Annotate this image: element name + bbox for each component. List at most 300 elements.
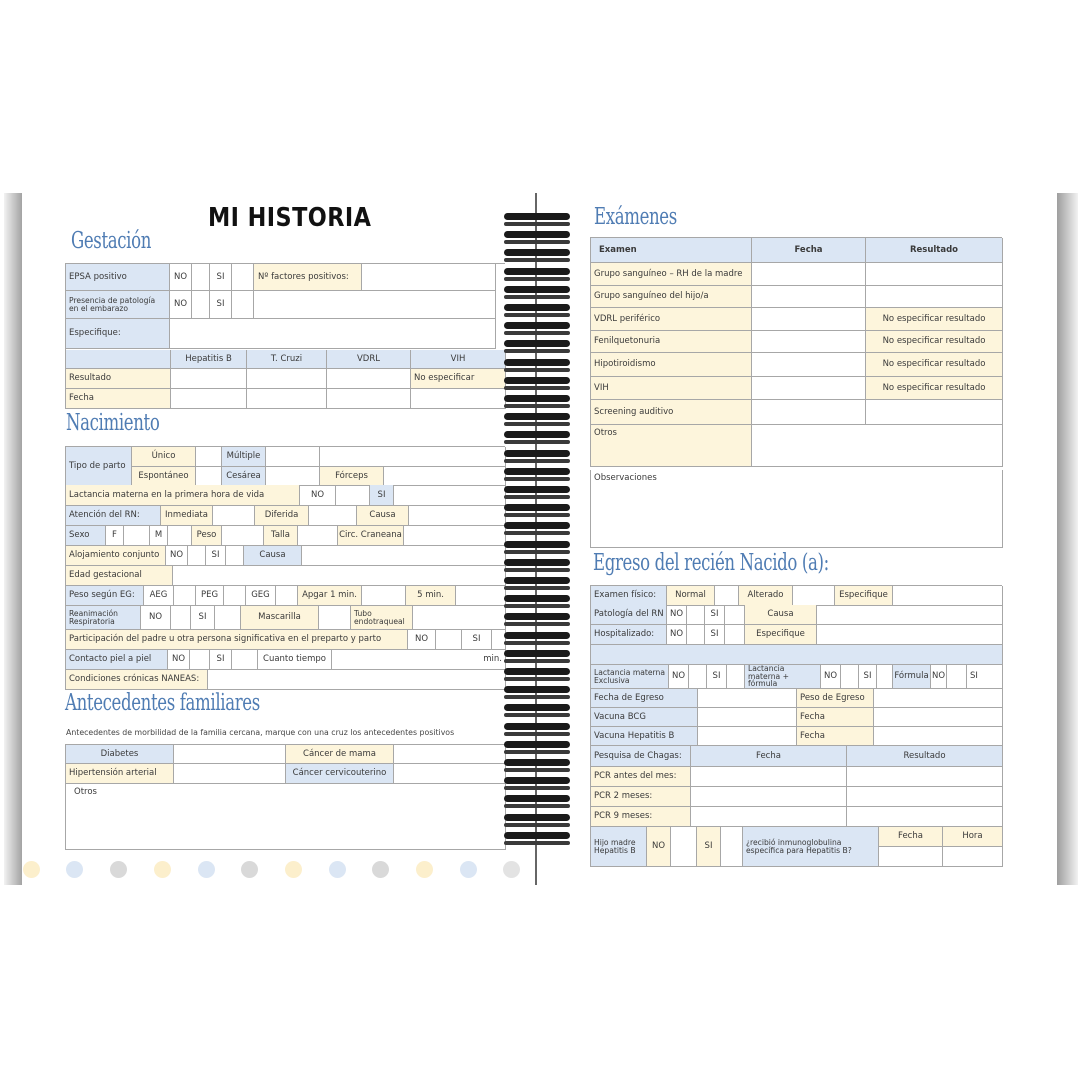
- sexo-label: Sexo: [66, 526, 106, 546]
- hipertension-box[interactable]: [174, 764, 286, 784]
- forceps-wrap: [320, 467, 506, 486]
- spiral-ring: [504, 786, 570, 790]
- peso-field[interactable]: [222, 526, 264, 546]
- decor-dot: [198, 861, 215, 878]
- decor-dot: [241, 861, 258, 878]
- apgar-5-label: 5 min.: [406, 586, 456, 606]
- forceps-box[interactable]: [384, 467, 505, 485]
- exclusiva-si-box[interactable]: [727, 665, 745, 689]
- espontaneo-label: Espontáneo: [132, 467, 196, 486]
- cancer-mama-box[interactable]: [394, 745, 506, 764]
- mascarilla-label: Mascarilla: [241, 606, 319, 630]
- tcruzi-fecha[interactable]: [247, 389, 327, 409]
- cancer-cervico-box[interactable]: [394, 764, 506, 784]
- examenes-table: [590, 237, 1002, 467]
- contacto-label: Contacto piel a piel: [66, 650, 168, 670]
- si-label: SI: [705, 625, 725, 645]
- inmediata-label: Inmediata: [161, 506, 213, 526]
- hijo-madre-label: Hijo madre Hepatitis B: [591, 827, 647, 867]
- vdrl-resultado[interactable]: [327, 369, 411, 389]
- vacuna-bcg-label: Vacuna BCG: [591, 708, 698, 727]
- patologia-si-box[interactable]: [725, 605, 745, 625]
- m-box[interactable]: [168, 526, 192, 546]
- patologia-si-box[interactable]: [232, 291, 254, 319]
- spiral-ring: [504, 331, 570, 335]
- hora-header: Hora: [943, 827, 1003, 847]
- spiral-ring: [504, 568, 570, 572]
- vacuna-hep-label: Vacuna Hepatitis B: [591, 727, 698, 746]
- peso-eg-row: [65, 586, 505, 606]
- factores-field[interactable]: [362, 264, 495, 290]
- alojamiento-label: Alojamiento conjunto: [66, 546, 166, 566]
- fecha-label: Fecha: [797, 708, 874, 727]
- inmuno-fecha-field[interactable]: [879, 847, 943, 867]
- peso-egreso-field[interactable]: [874, 689, 1003, 708]
- si-label: SI: [206, 546, 226, 566]
- spiral-ring: [504, 522, 570, 529]
- reanimacion-si-box[interactable]: [215, 606, 241, 630]
- no-label: NO: [667, 605, 687, 625]
- egreso-fisico-row: [590, 585, 1002, 606]
- spiral-ring: [504, 413, 570, 420]
- heading-antecedentes: Antecedentes familiares: [65, 690, 260, 716]
- lactancia-row: [65, 485, 505, 506]
- fecha-header: Fecha: [691, 746, 847, 767]
- chagas-table: [590, 746, 1002, 827]
- otros-field[interactable]: [752, 425, 1003, 467]
- observaciones-box: [590, 470, 1002, 548]
- inmunoglobulina-label: ¿recibió inmunoglobulina específica para Hepatitis B?: [743, 827, 879, 867]
- spiral-ring: [504, 595, 570, 602]
- reanimacion-no-box[interactable]: [171, 606, 191, 630]
- examen-row-label: Otros: [591, 425, 752, 467]
- atencion-label: Atención del RN:: [66, 506, 161, 526]
- vacuna-bcg-box[interactable]: [698, 708, 797, 727]
- spiral-ring: [504, 732, 570, 736]
- spiral-ring: [504, 713, 570, 717]
- no-label: NO: [170, 291, 192, 319]
- decor-dot: [110, 861, 127, 878]
- participacion-no-box[interactable]: [436, 630, 462, 650]
- atencion-row: [65, 506, 505, 526]
- serologia-corner: [66, 350, 171, 369]
- patologia-no-box[interactable]: [687, 605, 705, 625]
- tcruzi-header: T. Cruzi: [247, 350, 327, 369]
- talla-field[interactable]: [298, 526, 338, 546]
- spiral-ring: [504, 622, 570, 626]
- lactancia-no-box[interactable]: [336, 485, 370, 506]
- heading-nacimiento: Nacimiento: [66, 410, 160, 436]
- mixta-no-box[interactable]: [841, 665, 859, 689]
- antecedentes-intro: Antecedentes de morbilidad de la familia cercana, marque con una cruz los antecedentes positivos: [66, 728, 455, 737]
- geg-box[interactable]: [276, 586, 298, 606]
- condiciones-row: [65, 670, 505, 690]
- pcr2-resultado[interactable]: [847, 787, 1003, 807]
- no-label: NO: [166, 546, 188, 566]
- examen-fecha-field[interactable]: [752, 331, 866, 353]
- formula-no-box[interactable]: [947, 665, 967, 689]
- hepb-fecha[interactable]: [171, 389, 247, 409]
- si-label: SI: [462, 630, 492, 650]
- epsa-label: EPSA positivo: [66, 264, 170, 291]
- hijo-madre-table: [590, 827, 1002, 867]
- no-especificar-resultado: No especificar resultado: [866, 353, 1003, 377]
- si-label: SI: [707, 665, 727, 689]
- diferida-box[interactable]: [309, 506, 357, 526]
- pcr2-label: PCR 2 meses:: [591, 787, 691, 807]
- apgar-5-field[interactable]: [456, 586, 506, 606]
- examen-resultado-field[interactable]: [866, 263, 1003, 286]
- lactancia-formula-label: Lactancia materna + fórmula: [745, 665, 821, 689]
- decor-dot: [416, 861, 433, 878]
- espontaneo-box[interactable]: [196, 467, 222, 486]
- condiciones-field[interactable]: [208, 670, 506, 690]
- spiral-ring: [504, 613, 570, 620]
- factores-label: Nº factores positivos:: [254, 264, 362, 290]
- heading-gestacion: Gestación: [71, 228, 152, 254]
- examen-especifique-field[interactable]: [893, 586, 1003, 606]
- spiral-ring: [504, 340, 570, 347]
- observaciones-field[interactable]: Observaciones: [591, 470, 1003, 548]
- left-page-edge: [4, 193, 24, 885]
- spiral-ring: [504, 559, 570, 566]
- spiral-ring: [504, 404, 570, 408]
- participacion-row: [65, 630, 505, 650]
- egreso-separator: [590, 645, 1002, 665]
- spiral-ring: [504, 759, 570, 766]
- spiral-ring: [504, 477, 570, 481]
- examen-row-label: Grupo sanguíneo del hijo/a: [591, 286, 752, 308]
- spiral-ring: [504, 723, 570, 730]
- hepb-resultado[interactable]: [171, 369, 247, 389]
- spiral-ring: [504, 823, 570, 827]
- spiral-ring: [504, 286, 570, 293]
- si-label: SI: [370, 485, 394, 506]
- pcr-nac-resultado[interactable]: [847, 767, 1003, 787]
- factores-cell: [254, 264, 496, 291]
- examen-fisico-label: Examen físico:: [591, 586, 667, 606]
- contacto-row: [65, 650, 505, 670]
- spiral-ring: [504, 513, 570, 517]
- aeg-box[interactable]: [174, 586, 196, 606]
- alojamiento-row: [65, 546, 505, 566]
- heading-examenes: Exámenes: [594, 204, 677, 230]
- no-label: NO: [821, 665, 841, 689]
- pcr9-fecha[interactable]: [691, 807, 847, 827]
- vih-no-especificar: No especificar: [411, 369, 506, 389]
- exclusiva-no-box[interactable]: [689, 665, 707, 689]
- tipo-parto-table: [65, 446, 505, 486]
- normal-box[interactable]: [715, 586, 739, 606]
- vdrl-fecha[interactable]: [327, 389, 411, 409]
- peg-label: PEG: [196, 586, 224, 606]
- no-label: NO: [667, 625, 687, 645]
- hospitalizado-especifique-field[interactable]: [817, 625, 1003, 645]
- decor-dot: [23, 861, 40, 878]
- si-label: SI: [859, 665, 877, 689]
- spiral-ring: [504, 231, 570, 238]
- edad-row: [65, 566, 505, 586]
- fecha-egreso-field[interactable]: [698, 689, 797, 708]
- alojamiento-no-box[interactable]: [188, 546, 206, 566]
- spiral-ring: [504, 386, 570, 390]
- spiral-ring: [504, 659, 570, 663]
- tubo-box[interactable]: [413, 606, 506, 630]
- f-label: F: [106, 526, 124, 546]
- hipertension-label: Hipertensión arterial: [66, 764, 174, 784]
- hospitalizado-no-box[interactable]: [687, 625, 705, 645]
- patologia-rn-row: [590, 605, 1002, 645]
- tcruzi-resultado[interactable]: [247, 369, 327, 389]
- pcr-nac-fecha[interactable]: [691, 767, 847, 787]
- hospitalizado-si-box[interactable]: [725, 625, 745, 645]
- apgar-1-field[interactable]: [362, 586, 406, 606]
- no-label: NO: [300, 485, 336, 506]
- formula-label: Fórmula: [893, 665, 931, 689]
- spiral-ring: [504, 295, 570, 299]
- especifique-label: Especifique: [835, 586, 893, 606]
- serologia-table: [65, 350, 505, 409]
- spiral-ring: [504, 750, 570, 754]
- causa-label: Causa: [357, 506, 409, 526]
- spiral-ring: [504, 604, 570, 608]
- reanimacion-label: Reanimación Respiratoria: [66, 606, 141, 630]
- spiral-ring: [504, 650, 570, 657]
- examen-resultado-field[interactable]: [866, 286, 1003, 308]
- lactancia-si-box[interactable]: [394, 485, 506, 506]
- spiral-ring: [504, 504, 570, 511]
- no-label: NO: [931, 665, 947, 689]
- spiral-ring: [504, 349, 570, 353]
- spiral-ring: [504, 577, 570, 584]
- resultado-header: Resultado: [847, 746, 1003, 767]
- examen-fecha-field[interactable]: [752, 377, 866, 400]
- spiral-ring: [504, 249, 570, 256]
- pcr-nac-label: PCR antes del mes:: [591, 767, 691, 787]
- decor-dot: [372, 861, 389, 878]
- bcg-fecha-field[interactable]: [874, 708, 1003, 727]
- alojamiento-causa-field[interactable]: [302, 546, 506, 566]
- edad-field[interactable]: [173, 566, 506, 586]
- alterado-box[interactable]: [793, 586, 835, 606]
- spiral-ring: [504, 814, 570, 821]
- vacuna-hep-box[interactable]: [698, 727, 797, 746]
- pesquisa-label: Pesquisa de Chagas:: [591, 746, 691, 767]
- decor-dot: [66, 861, 83, 878]
- no-especificar-resultado: No especificar resultado: [866, 308, 1003, 331]
- no-especificar-resultado: No especificar resultado: [866, 377, 1003, 400]
- epsa-si-box[interactable]: [232, 264, 254, 291]
- pcr9-label: PCR 9 meses:: [591, 807, 691, 827]
- fecha-label: Fecha: [797, 727, 874, 746]
- spiral-ring: [504, 495, 570, 499]
- no-label: NO: [647, 827, 671, 867]
- spiral-ring: [504, 632, 570, 639]
- spiral-ring: [504, 277, 570, 281]
- geg-label: GEG: [246, 586, 276, 606]
- examen-row-label: Screening auditivo: [591, 400, 752, 425]
- patologia-rn-label: Patología del RN: [591, 605, 667, 625]
- hep-fecha-field[interactable]: [874, 727, 1003, 746]
- multiple-label: Múltiple: [222, 447, 266, 467]
- right-page-edge: [1056, 193, 1078, 885]
- spiral-ring: [504, 268, 570, 275]
- spiral-ring: [504, 222, 570, 226]
- lactancia-egreso-row: [590, 665, 1002, 689]
- pcr2-fecha[interactable]: [691, 787, 847, 807]
- peg-box[interactable]: [224, 586, 246, 606]
- antecedentes-table: [65, 744, 505, 850]
- no-label: NO: [669, 665, 689, 689]
- sexo-row: [65, 526, 505, 546]
- cuanto-label: Cuanto tiempo: [258, 650, 332, 670]
- examen-fecha-field[interactable]: [752, 353, 866, 377]
- spiral-ring: [504, 677, 570, 681]
- circ-label: Circ. Craneana: [338, 526, 404, 546]
- peso-label: Peso: [192, 526, 222, 546]
- contacto-si-box[interactable]: [232, 650, 258, 670]
- decor-dot: [329, 861, 346, 878]
- cesarea-label: Cesárea: [222, 467, 266, 486]
- patologia-label: Presencia de patología en el embarazo: [66, 291, 170, 319]
- si-label: SI: [191, 606, 215, 630]
- especifique-field[interactable]: [170, 319, 496, 349]
- separator-bar: [591, 645, 1003, 665]
- participacion-label: Participación del padre u otra persona significativa en el preparto y parto: [66, 630, 408, 650]
- epsa-no-box[interactable]: [192, 264, 210, 291]
- si-label: SI: [210, 291, 232, 319]
- no-label: NO: [168, 650, 190, 670]
- no-label: NO: [141, 606, 171, 630]
- spiral-ring: [504, 395, 570, 402]
- peso-eg-label: Peso según EG:: [66, 586, 144, 606]
- si-label: SI: [210, 264, 232, 291]
- vdrl-header: VDRL: [327, 350, 411, 369]
- hepb-header: Hepatitis B: [171, 350, 247, 369]
- spiral-ring: [504, 531, 570, 535]
- examen-resultado-field[interactable]: [866, 400, 1003, 425]
- especifique-label: Especifique: [745, 625, 817, 645]
- spiral-ring: [504, 322, 570, 329]
- pcr9-resultado[interactable]: [847, 807, 1003, 827]
- alterado-label: Alterado: [739, 586, 793, 606]
- spiral-ring: [504, 668, 570, 675]
- unico-label: Único: [132, 447, 196, 467]
- spiral-ring: [504, 258, 570, 262]
- spiral-ring: [504, 377, 570, 384]
- edad-label: Edad gestacional: [66, 566, 173, 586]
- mixta-si-box[interactable]: [877, 665, 893, 689]
- multiple-box[interactable]: [266, 447, 320, 467]
- examen-row-label: VDRL periférico: [591, 308, 752, 331]
- examen-row-label: VIH: [591, 377, 752, 400]
- min-label[interactable]: min.: [332, 650, 506, 670]
- resultado-label: Resultado: [66, 369, 171, 389]
- lactancia-exclusiva-label: Lactancia materna Exclusiva: [591, 665, 669, 689]
- tipo-parto-blank: [320, 447, 506, 467]
- diabetes-label: Diabetes: [66, 745, 174, 764]
- alojamiento-si-box[interactable]: [226, 546, 244, 566]
- spiral-ring: [504, 213, 570, 220]
- examen-fecha-field[interactable]: [752, 400, 866, 425]
- inmediata-box[interactable]: [213, 506, 255, 526]
- f-box[interactable]: [124, 526, 150, 546]
- apgar-label: Apgar 1 min.: [298, 586, 362, 606]
- aeg-label: AEG: [144, 586, 174, 606]
- spiral-ring: [504, 741, 570, 748]
- reanimacion-row: [65, 606, 505, 630]
- examen-fecha-field[interactable]: [752, 286, 866, 308]
- spiral-ring: [504, 359, 570, 366]
- cesarea-box[interactable]: [266, 467, 319, 485]
- examen-row-label: Hipotiroidismo: [591, 353, 752, 377]
- peso-egreso-label: Peso de Egreso: [797, 689, 874, 708]
- spiral-ring: [504, 768, 570, 772]
- spiral-ring: [504, 586, 570, 590]
- egreso-datos-table: [590, 689, 1002, 746]
- circ-field[interactable]: [404, 526, 506, 546]
- fecha-header: Fecha: [752, 238, 866, 263]
- fecha-label: Fecha: [66, 389, 171, 409]
- no-especificar-resultado: No especificar resultado: [866, 331, 1003, 353]
- si-label: SI: [705, 605, 725, 625]
- inmuno-hora-field[interactable]: [943, 847, 1003, 867]
- patologia-causa-field[interactable]: [817, 605, 1003, 625]
- decor-dot: [285, 861, 302, 878]
- fecha-egreso-label: Fecha de Egreso: [591, 689, 698, 708]
- tipo-parto-label: Tipo de parto: [66, 447, 132, 486]
- spiral-ring: [504, 832, 570, 839]
- page-title: MI HISTORIA: [208, 203, 372, 233]
- patologia-no-box[interactable]: [192, 291, 210, 319]
- otros-field[interactable]: Otros: [66, 784, 506, 850]
- cancer-mama-label: Cáncer de mama: [286, 745, 394, 764]
- spiral-ring: [504, 541, 570, 548]
- hijo-madre-no-box[interactable]: [671, 827, 697, 867]
- unico-box[interactable]: [196, 447, 222, 467]
- fecha-header: Fecha: [879, 827, 943, 847]
- decor-dot: [154, 861, 171, 878]
- no-label: NO: [408, 630, 436, 650]
- contacto-no-box[interactable]: [190, 650, 210, 670]
- normal-label: Normal: [667, 586, 715, 606]
- spiral-ring: [504, 368, 570, 372]
- causa-label: Causa: [745, 605, 817, 625]
- spiral-ring: [504, 777, 570, 784]
- atencion-causa-field[interactable]: [409, 506, 506, 526]
- forceps-label: Fórceps: [320, 467, 384, 485]
- si-label: SI: [210, 650, 232, 670]
- talla-label: Talla: [264, 526, 298, 546]
- examen-fecha-field[interactable]: [752, 308, 866, 331]
- diabetes-box[interactable]: [174, 745, 286, 764]
- mascarilla-box[interactable]: [319, 606, 351, 630]
- examen-fecha-field[interactable]: [752, 263, 866, 286]
- no-label: NO: [170, 264, 192, 291]
- hijo-madre-si-box[interactable]: [721, 827, 743, 867]
- diferida-label: Diferida: [255, 506, 309, 526]
- spiral-ring: [504, 440, 570, 444]
- vih-fecha[interactable]: [411, 389, 506, 409]
- tubo-label: Tubo endotraqueal: [351, 606, 413, 630]
- si-label: SI: [697, 827, 721, 867]
- spiral-ring: [504, 304, 570, 311]
- spiral-ring: [504, 795, 570, 802]
- especifique-label: Especifique:: [66, 319, 170, 349]
- patologia-field[interactable]: [254, 291, 496, 319]
- decor-dot: [460, 861, 477, 878]
- spiral-ring: [504, 313, 570, 317]
